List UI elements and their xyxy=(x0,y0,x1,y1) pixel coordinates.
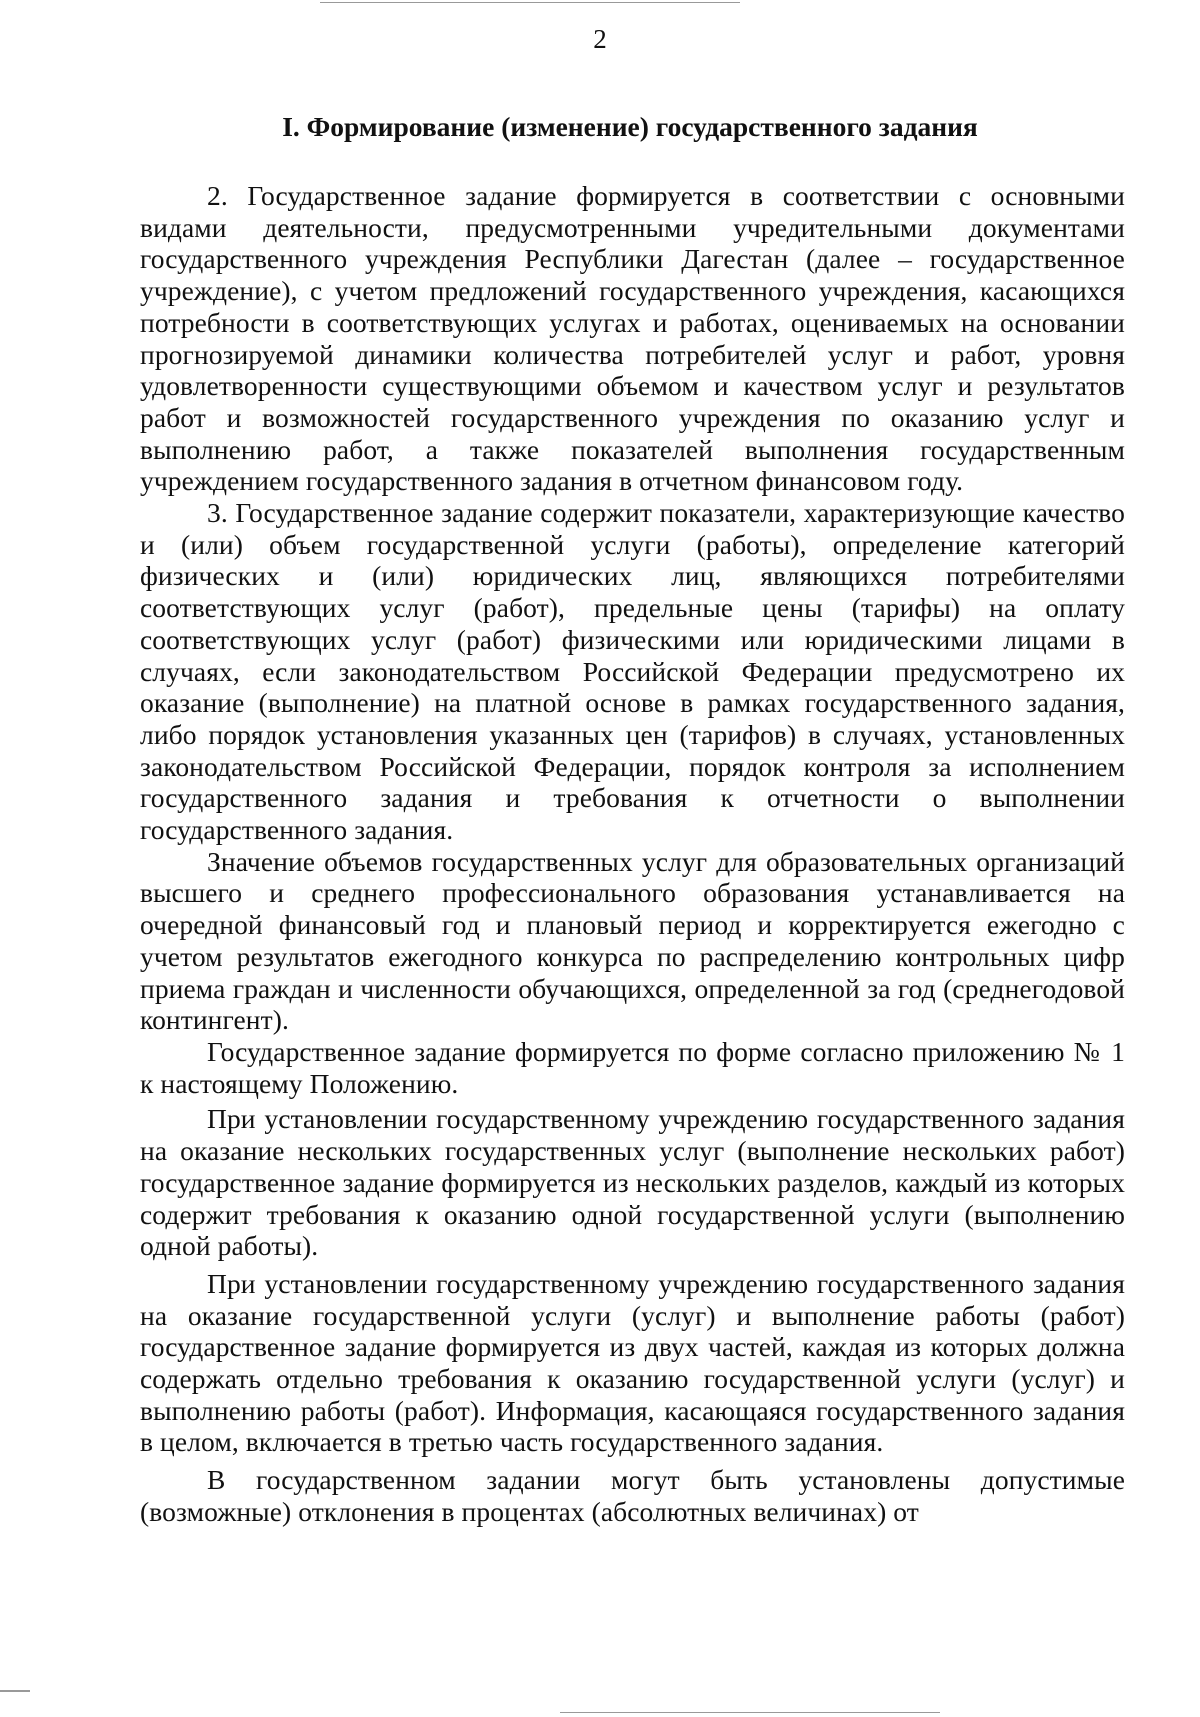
scan-artifact-bottom xyxy=(560,1712,940,1713)
body-text xyxy=(140,180,1125,1528)
scan-artifact-top xyxy=(320,2,740,3)
section-heading: I. Формирование (изменение) государственного задания xyxy=(282,111,978,142)
paragraph-volumes: Значение объемов государственных услуг для образовательных организаций высшего и среднего профессионального образования устанавливается на очередной финансовый год и плановый период и корректируется ежегодно с учетом результатов ежегодного конкурса по распределению контрольных цифр приема граждан и численности обучающихся, определенной за год (среднегодовой контингент). xyxy=(140,845,1125,1036)
paragraph-3: 3. Государственное задание содержит показатели, характеризующие качество и (или) объем государственной услуги (работы), определение категорий физических и (или) юридических лиц, являющихся потребителями соответствующих услуг (работ), предельные цены (тарифы) на оплату соответствующих услуг (работ) физическими или юридическими лицами в случаях, если законодательством Российской Федерации предусмотрено их оказание (выполнение) на платной основе в рамках государственного задания, либо порядок установления указанных цен (тарифов) в случаях, установленных законодательством Российской Федерации, порядок контроля за исполнением государственного задания и требования к отчетности о выполнении государственного задания. xyxy=(140,497,1125,846)
paragraph-deviations: В государственном задании могут быть установлены допустимые (возможные) отклонения в процентах (абсолютных величинах) от xyxy=(140,1464,1125,1527)
paragraph-form: Государственное задание формируется по форме согласно приложению № 1 к настоящему Положению. xyxy=(140,1035,1125,1099)
paragraph-services-and-works: При установлении государственному учреждению государственного задания на оказание государственной услуги (услуг) и выполнение работы (работ) государственное задание формируется из двух частей, каждая из которых должна содержать отдельно требования к оказанию государственной услуги (услуг) и выполнению работы (работ). Информация, касающаяся государственного задания в целом, включается в третью часть государственного задания. xyxy=(140,1267,1125,1458)
scan-artifact-left xyxy=(0,1690,30,1692)
paragraph-several-services: При установлении государственному учреждению государственного задания на оказание нескольких государственных услуг (выполнение нескольких работ) государственное задание формируется из нескольких разделов, каждый из которых содержит требования к оказанию одной государственной услуги (выполнению одной работы). xyxy=(140,1103,1125,1262)
page-number: 2 xyxy=(593,24,607,54)
paragraph-2: 2. Государственное задание формируется в соответствии с основными видами деятельности, предусмотренными учредительными документами государственного учреждения Республики Дагестан (далее – государственное учреждение), с учетом предложений государственного учреждения, касающихся потребности в соответствующих услугах и работах, оцениваемых на основании прогнозируемой динамики количества потребителей услуг и работ, уровня удовлетворенности существующими объемом и качеством услуг и результатов работ и возможностей государственного учреждения по оказанию услуг и выполнению работ, а также показателей выполнения государственным учреждением государственного задания в отчетном финансовом году. xyxy=(140,180,1125,497)
